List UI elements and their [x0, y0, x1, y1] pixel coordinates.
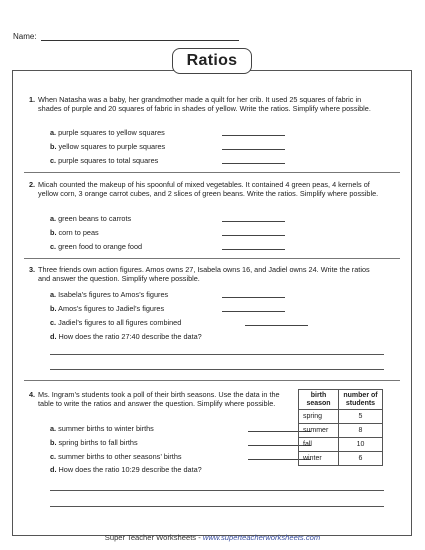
q3-item-b: [50, 304, 164, 313]
q2-answer-c[interactable]: [222, 249, 285, 250]
question-1: [29, 95, 383, 114]
season-cell: fall: [299, 438, 339, 452]
item-letter: a.: [50, 290, 57, 299]
footer-separator: -: [196, 533, 203, 542]
table-row: [299, 424, 383, 438]
section-divider: [24, 380, 400, 381]
item-letter: d.: [50, 465, 57, 474]
q1-item-b: [50, 142, 165, 151]
q3-item-a: [50, 290, 168, 299]
name-row: [13, 32, 239, 41]
item-letter: b.: [50, 438, 57, 447]
q2-item-a: [50, 214, 131, 223]
item-letter: b.: [50, 304, 57, 313]
name-label: Name:: [13, 32, 37, 41]
q4-answer-line-2[interactable]: [50, 506, 384, 507]
question-3: [29, 265, 383, 284]
footer-url[interactable]: www.superteacherworksheets.com: [202, 533, 321, 542]
q4-item-d: [50, 465, 202, 474]
q2-item-b: [50, 228, 99, 237]
q1-answer-b[interactable]: [222, 149, 285, 150]
birth-season-table: [298, 389, 383, 466]
item-text: yellow squares to purple squares: [58, 142, 166, 151]
q3-item-c: [50, 318, 181, 327]
item-text: purple squares to total squares: [58, 156, 159, 165]
count-cell: 6: [339, 452, 383, 466]
table-header-row: [299, 390, 383, 410]
item-letter: c.: [50, 156, 57, 165]
question-number: 4.: [29, 390, 36, 399]
item-letter: c.: [50, 242, 57, 251]
section-divider: [24, 258, 400, 259]
q4-answer-line-1[interactable]: [50, 490, 384, 491]
item-text: Jadiel’s figures to all figures combined: [58, 318, 182, 327]
q1-answer-c[interactable]: [222, 163, 285, 164]
worksheet-title: Ratios: [172, 48, 252, 74]
question-number: 3.: [29, 265, 36, 274]
q4-item-c: [50, 452, 182, 461]
question-text: Three friends own action figures. Amos owns 27, Isabela owns 16, and Jadiel owns 24. Write the ratios and answer the question. Simplify where possible.: [38, 265, 370, 284]
column-header: birth season: [299, 390, 339, 410]
count-cell: 5: [339, 410, 383, 424]
count-cell: 8: [339, 424, 383, 438]
section-divider: [24, 172, 400, 173]
q3-item-d: [50, 332, 202, 341]
footer-brand: Super Teacher Worksheets: [104, 533, 197, 542]
season-cell: spring: [299, 410, 339, 424]
item-text: Isabela’s figures to Amos’s figures: [58, 290, 169, 299]
item-letter: a.: [50, 424, 57, 433]
item-letter: c.: [50, 318, 57, 327]
question-2: [29, 180, 383, 199]
q3-answer-a[interactable]: [222, 297, 285, 298]
q3-answer-line-2[interactable]: [50, 369, 384, 370]
item-letter: c.: [50, 452, 57, 461]
item-text: spring births to fall births: [58, 438, 138, 447]
item-letter: b.: [50, 228, 57, 237]
q1-answer-a[interactable]: [222, 135, 285, 136]
item-text: corn to peas: [58, 228, 99, 237]
question-text: When Natasha was a baby, her grandmother made a quilt for her crib. It used 25 squares of fabric in shades of purple and 20 squares of fabric in shades of yellow. Write the ratios. Simplify where possible.: [38, 95, 371, 114]
question-text: Micah counted the makeup of his spoonful of mixed vegetables. It contained 4 green peas, 4 kernels of yellow corn, 3 orange carrot cubes, and 2 slices of green beans. Write the ratios. Simplify where possible.: [38, 180, 379, 199]
q2-answer-b[interactable]: [222, 235, 285, 236]
item-letter: a.: [50, 128, 57, 137]
table-row: [299, 438, 383, 452]
q3-answer-line-1[interactable]: [50, 354, 384, 355]
q4-item-a: [50, 424, 154, 433]
q4-item-b: [50, 438, 138, 447]
item-text: summer births to other seasons’ births: [58, 452, 182, 461]
item-letter: b.: [50, 142, 57, 151]
item-text: purple squares to yellow squares: [58, 128, 165, 137]
item-text: Amos’s figures to Jadiel’s figures: [58, 304, 165, 313]
item-text: green food to orange food: [58, 242, 143, 251]
q1-item-a: [50, 128, 165, 137]
item-text: green beans to carrots: [58, 214, 132, 223]
table-row: [299, 410, 383, 424]
q2-answer-a[interactable]: [222, 221, 285, 222]
footer: [0, 533, 425, 542]
q2-item-c: [50, 242, 142, 251]
q3-answer-c[interactable]: [245, 325, 308, 326]
q3-answer-b[interactable]: [222, 311, 285, 312]
season-cell: summer: [299, 424, 339, 438]
table-row: [299, 452, 383, 466]
item-text: summer births to winter births: [58, 424, 154, 433]
q1-item-c: [50, 156, 158, 165]
item-letter: d.: [50, 332, 57, 341]
item-letter: a.: [50, 214, 57, 223]
name-field[interactable]: [41, 32, 239, 41]
season-cell: winter: [299, 452, 339, 466]
question-4: [29, 390, 288, 409]
item-text: How does the ratio 10:29 describe the data?: [58, 465, 202, 474]
question-number: 1.: [29, 95, 36, 104]
question-number: 2.: [29, 180, 36, 189]
count-cell: 10: [339, 438, 383, 452]
question-text: Ms. Ingram’s students took a poll of their birth seasons. Use the data in the table to write the ratios and answer the question. Simplify where possible.: [38, 390, 280, 409]
item-text: How does the ratio 27:40 describe the data?: [58, 332, 202, 341]
column-header: number of students: [339, 390, 383, 410]
